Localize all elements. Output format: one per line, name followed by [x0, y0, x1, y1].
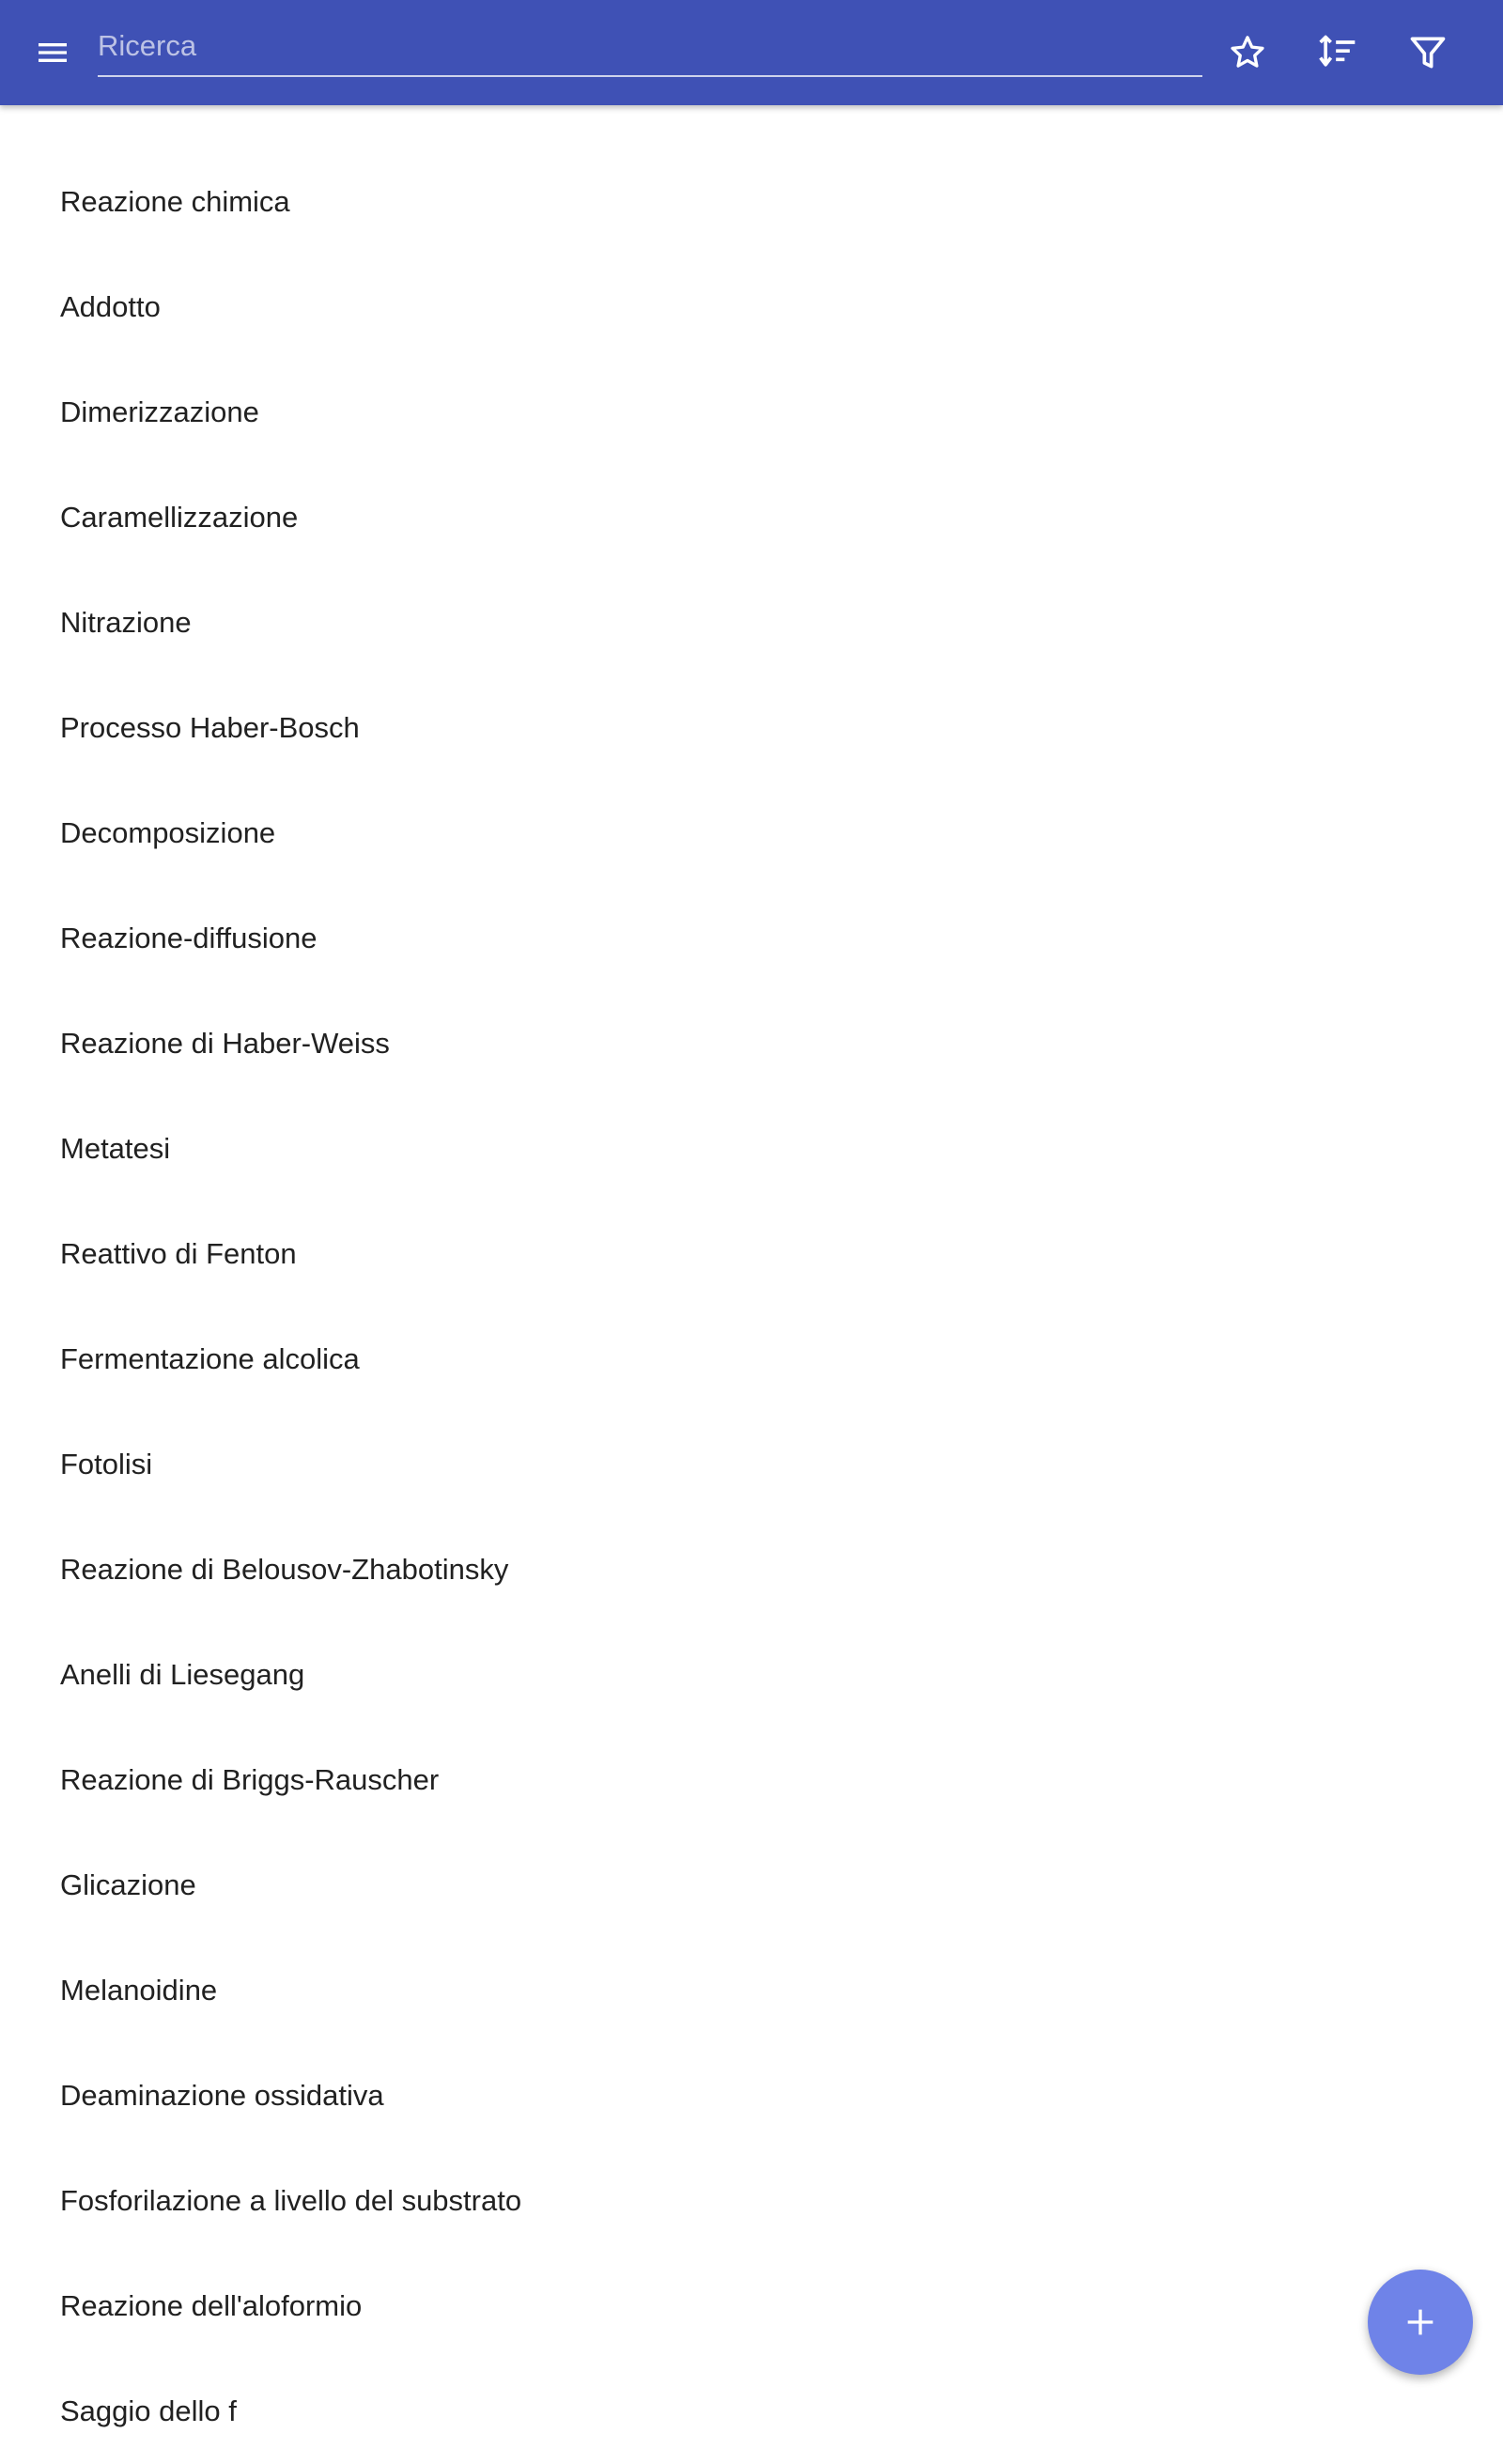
list-item[interactable]: Reazione dell'aloformio — [60, 2289, 363, 2322]
list-item[interactable]: Fotolisi — [60, 1448, 153, 1480]
list-item[interactable]: Fermentazione alcolica — [60, 1342, 360, 1375]
list-item[interactable]: Nitrazione — [60, 606, 192, 639]
sort-button[interactable] — [1300, 15, 1375, 90]
list-item[interactable]: Reazione di Belousov-Zhabotinsky — [60, 1553, 509, 1586]
list-item[interactable]: Reattivo di Fenton — [60, 1237, 297, 1270]
sort-icon — [1317, 32, 1358, 73]
add-button[interactable] — [1368, 2270, 1473, 2375]
reaction-list — [0, 105, 1503, 2464]
list-item[interactable]: Glicazione — [60, 1868, 196, 1901]
list-item[interactable]: Decomposizione — [60, 816, 276, 849]
list-item[interactable]: Fosforilazione a livello del substrato — [60, 2184, 522, 2217]
list-item[interactable]: Caramellizzazione — [60, 501, 299, 534]
list-item[interactable]: Reazione di Haber-Weiss — [60, 1027, 390, 1060]
list-item[interactable]: Melanoidine — [60, 1974, 218, 2007]
list-item[interactable]: Addotto — [60, 290, 161, 323]
search-input[interactable] — [98, 17, 1202, 75]
menu-icon — [34, 34, 71, 71]
list-item[interactable]: Processo Haber-Bosch — [60, 711, 360, 744]
search-field — [98, 17, 1202, 77]
filter-button[interactable] — [1390, 15, 1465, 90]
top-app-bar — [0, 0, 1503, 105]
list-item[interactable]: Deaminazione ossidativa — [60, 2079, 384, 2112]
favorites-button[interactable] — [1210, 15, 1285, 90]
list-item[interactable]: Reazione chimica — [60, 185, 290, 218]
star-outline-icon — [1227, 32, 1268, 73]
list-item[interactable]: Saggio dello f — [60, 2394, 237, 2427]
list-item[interactable]: Dimerizzazione — [60, 395, 259, 428]
plus-icon — [1402, 2303, 1439, 2341]
menu-button[interactable] — [19, 15, 86, 90]
list-item[interactable]: Metatesi — [60, 1132, 171, 1165]
list-item[interactable]: Anelli di Liesegang — [60, 1658, 305, 1691]
filter-icon — [1407, 32, 1449, 73]
list-item[interactable]: Reazione-diffusione — [60, 922, 318, 954]
list-item[interactable]: Reazione di Briggs-Rauscher — [60, 1763, 440, 1796]
